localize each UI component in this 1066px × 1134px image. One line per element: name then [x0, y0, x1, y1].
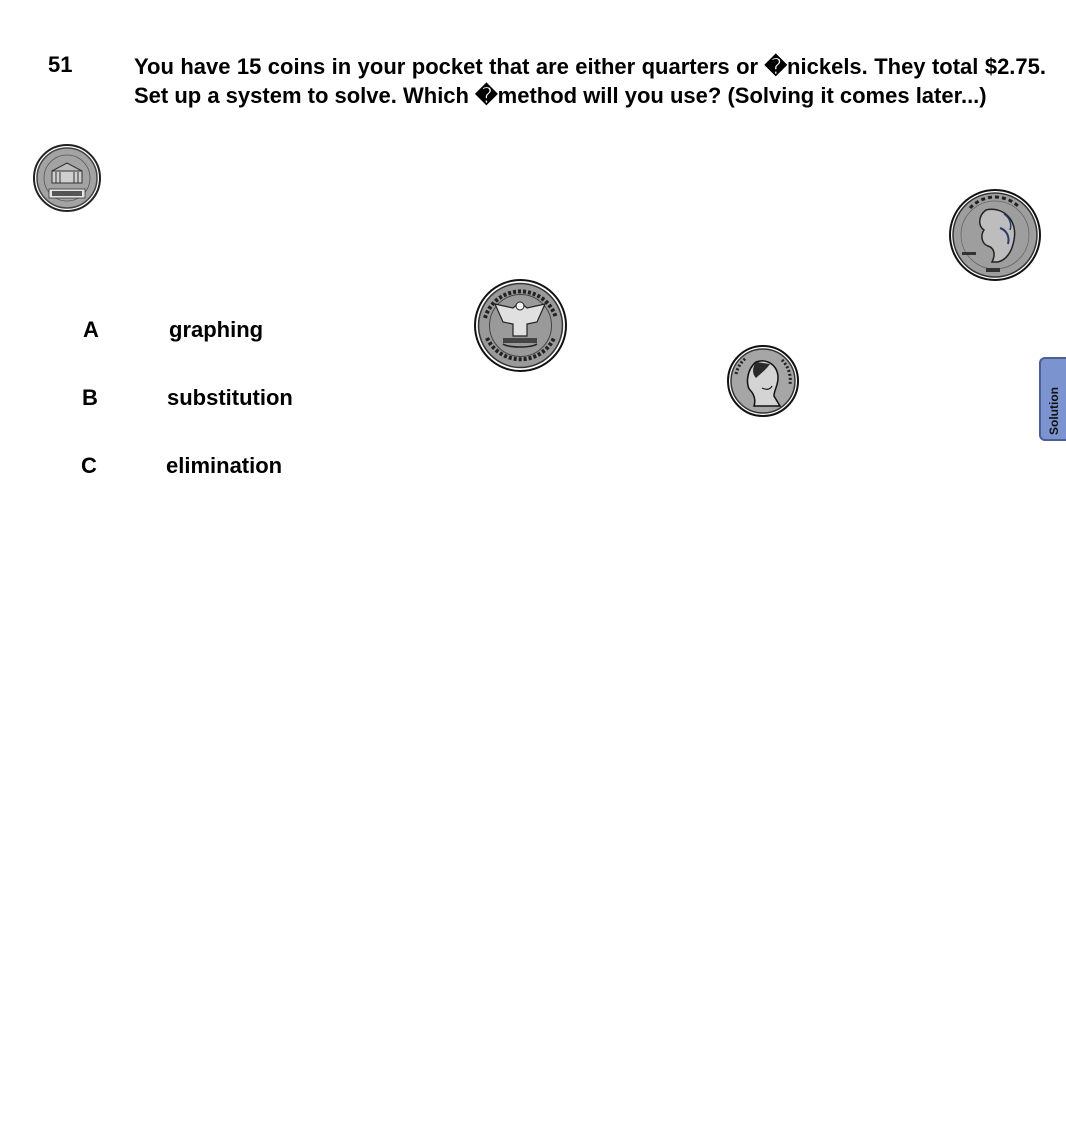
solution-tab-label: Solution [1047, 387, 1061, 435]
question-number: 51 [48, 52, 73, 77]
nickel-front-icon [726, 344, 800, 418]
option-a-letter[interactable]: A [83, 317, 99, 342]
option-b-text[interactable]: substitution [167, 385, 293, 410]
solution-tab[interactable] [1039, 357, 1066, 441]
quarter-front-icon [948, 188, 1042, 282]
option-a-text[interactable]: graphing [169, 317, 264, 342]
quarter-back-icon [473, 278, 568, 373]
option-c-letter[interactable]: C [81, 453, 97, 478]
question-text: You have 15 coins in your pocket that are either quarters or �nickels. They total $2.75. Set up a system to solve. Which �method will you use? (Solving it comes later...) [134, 54, 1046, 108]
option-b-letter[interactable]: B [82, 385, 98, 410]
nickel-back-icon [32, 143, 102, 213]
option-c-text[interactable]: elimination [166, 453, 283, 478]
